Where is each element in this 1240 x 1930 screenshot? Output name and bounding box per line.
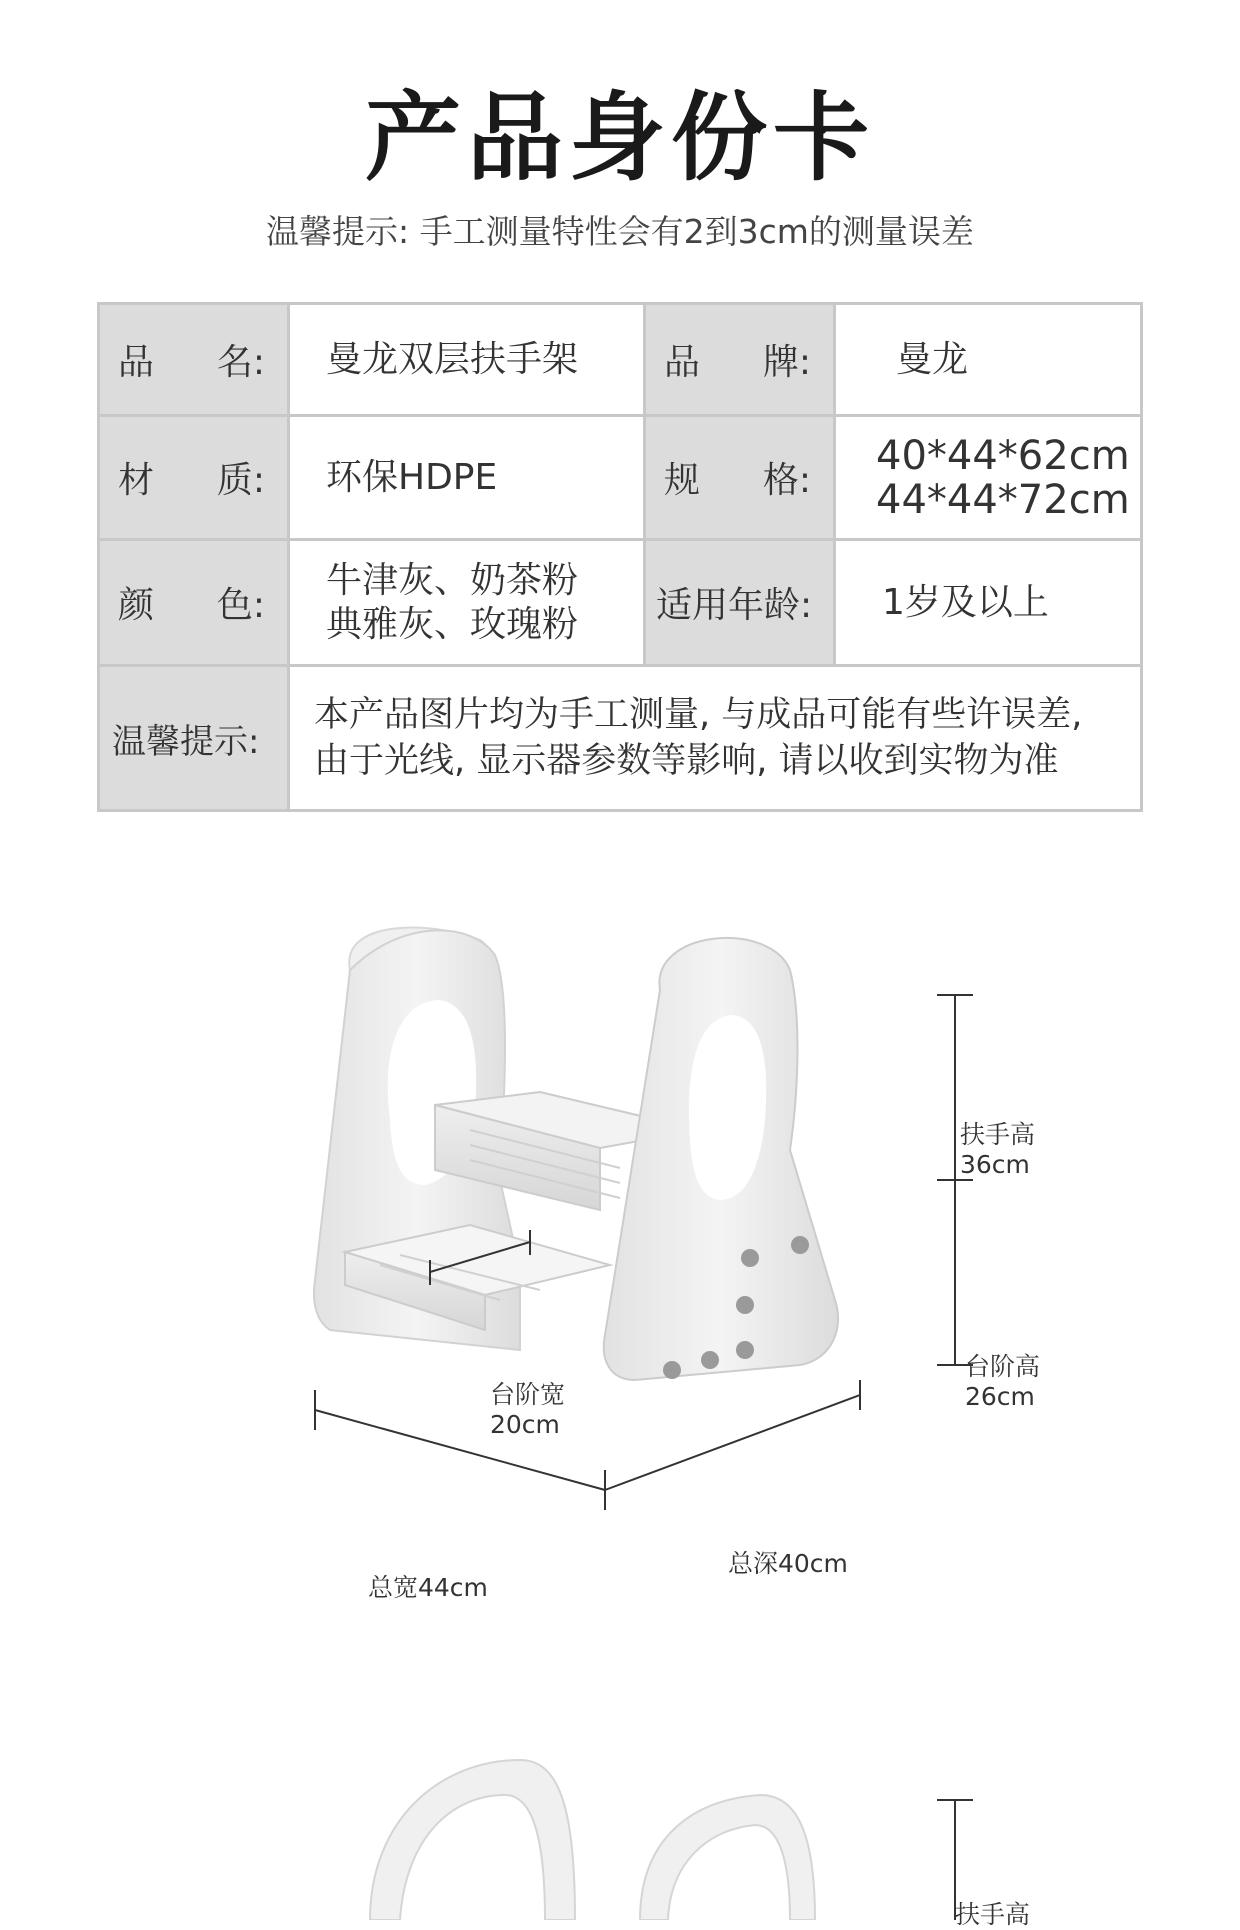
- material-label: 材 质:: [100, 417, 290, 541]
- brand-label: 品 牌:: [646, 305, 836, 417]
- brand-value: 曼龙: [836, 305, 1140, 417]
- page-title: 产品身份卡: [365, 82, 875, 194]
- color-value-1: 牛津灰、奶茶粉: [326, 559, 579, 601]
- size-label: 规 格:: [646, 417, 836, 541]
- step-width-label: 台阶宽 20cm: [490, 1380, 566, 1439]
- note-line-2: 由于光线, 显示器参数等影响, 请以收到实物为准: [314, 741, 1059, 781]
- age-label: 适用年龄:: [646, 541, 836, 667]
- product-dimension-diagram: [0, 880, 1240, 1929]
- size-value-1: 40*44*62cm: [876, 432, 1130, 479]
- second-stool-preview: [370, 1760, 815, 1920]
- step-height-label: 台阶高 26cm: [965, 1352, 1041, 1411]
- measurement-tip: 温馨提示: 手工测量特性会有2到3cm的测量误差: [266, 212, 974, 251]
- color-value-2: 典雅灰、玫瑰粉: [326, 603, 579, 645]
- color-values: [290, 541, 646, 667]
- size-values: [836, 417, 1140, 541]
- note-label: 温馨提示:: [100, 667, 290, 809]
- material-value: 环保HDPE: [290, 417, 646, 541]
- name-value: 曼龙双层扶手架: [290, 305, 646, 417]
- total-depth-label: 总深40cm: [728, 1549, 848, 1578]
- age-value: 1岁及以上: [836, 541, 1140, 667]
- total-width-label: 总宽44cm: [368, 1573, 488, 1602]
- color-label: 颜 色:: [100, 541, 290, 667]
- right-side-panel: [604, 938, 838, 1380]
- size-value-2: 44*44*72cm: [876, 476, 1130, 523]
- second-handle-height-label: 扶手高: [955, 1900, 1031, 1929]
- step-stool-illustration: [0, 880, 1240, 1920]
- name-label: 品 名:: [100, 305, 290, 417]
- note-line-1: 本产品图片均为手工测量, 与成品可能有些许误差,: [314, 695, 1083, 735]
- product-spec-table: [97, 302, 1143, 812]
- handle-height-label: 扶手高 36cm: [960, 1120, 1036, 1179]
- note-values: [290, 667, 1140, 809]
